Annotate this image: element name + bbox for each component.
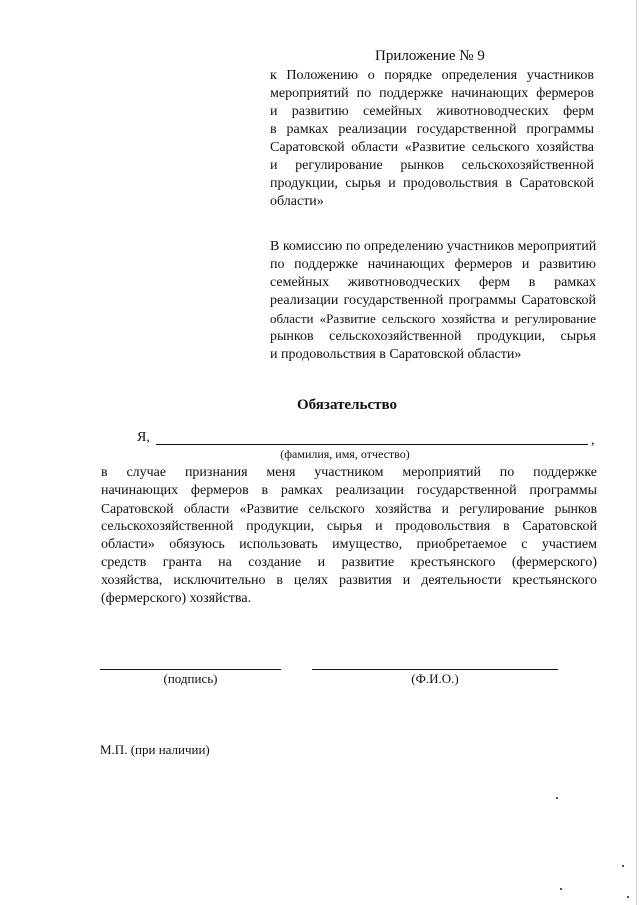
scan-speck — [560, 888, 562, 890]
addressee-line: семейных животноводческих ферм в рамках — [270, 275, 596, 290]
addressee-block — [270, 238, 596, 364]
body-line: хозяйства, исключительно в целях развития и деятельности крестьянского — [101, 573, 597, 588]
signature-caption: (подпись) — [163, 671, 218, 686]
appendix-line: Саратовской области «Развитие сельского хозяйства — [270, 140, 594, 155]
appendix-line: продукции, сырья и продовольствия в Саратовской — [270, 176, 594, 191]
name-suffix: , — [591, 433, 595, 448]
name-field-caption: (фамилия, имя, отчество) — [280, 447, 410, 461]
appendix-line: и регулирование рынков сельскохозяйственной — [270, 158, 594, 173]
body-line: области» обязуюсь использовать имущество, приобретаемое с участием — [101, 537, 597, 552]
appendix-line: области» — [270, 194, 324, 209]
addressee-line: В комиссию по определению участников мероприятий — [270, 239, 597, 254]
addressee-line: по поддержке начинающих фермеров и развитию — [270, 257, 596, 272]
body-line: в случае признания меня участником мероприятий по поддержке — [101, 465, 597, 480]
document-heading: Обязательство — [297, 397, 397, 413]
appendix-reference — [270, 67, 594, 211]
addressee-line: рынков сельскохозяйственной продукции, сырья — [270, 329, 596, 344]
full-name-caption: (Ф.И.О.) — [411, 671, 459, 686]
full-name-line[interactable] — [312, 669, 558, 670]
body-line: средств гранта на создание и развитие крестьянского (фермерского) — [101, 555, 597, 570]
name-field-line[interactable] — [156, 444, 588, 445]
addressee-line: области «Развитие сельского хозяйства и регулирование — [270, 311, 596, 326]
scan-speck — [627, 896, 629, 898]
appendix-title: Приложение № 9 — [375, 48, 485, 64]
addressee-line: реализации государственной программы Саратовской — [270, 293, 596, 308]
scan-edge-right — [636, 0, 637, 905]
body-line: начинающих фермеров в рамках реализации государственной программы — [101, 483, 597, 498]
body-line: Саратовской области «Развитие сельского хозяйства и регулирование рынков — [101, 501, 597, 516]
name-prefix: Я, — [137, 430, 150, 445]
body-line: (фермерского) хозяйства. — [101, 591, 252, 606]
stamp-note: М.П. (при наличии) — [100, 742, 210, 757]
appendix-line: к Положению о порядке определения участников — [270, 68, 594, 83]
signature-line[interactable] — [100, 669, 281, 670]
scan-speck — [622, 865, 624, 867]
scan-speck — [556, 797, 558, 799]
obligation-text — [101, 464, 597, 608]
appendix-line: в рамках реализации государственной программы — [270, 122, 594, 137]
body-line: сельскохозяйственной продукции, сырья и продовольствия в Саратовской — [101, 519, 597, 534]
appendix-line: мероприятий по поддержке начинающих фермеров — [270, 86, 594, 101]
addressee-line: и продовольствия в Саратовской области» — [270, 347, 522, 362]
appendix-line: и развитию семейных животноводческих ферм — [270, 104, 594, 119]
